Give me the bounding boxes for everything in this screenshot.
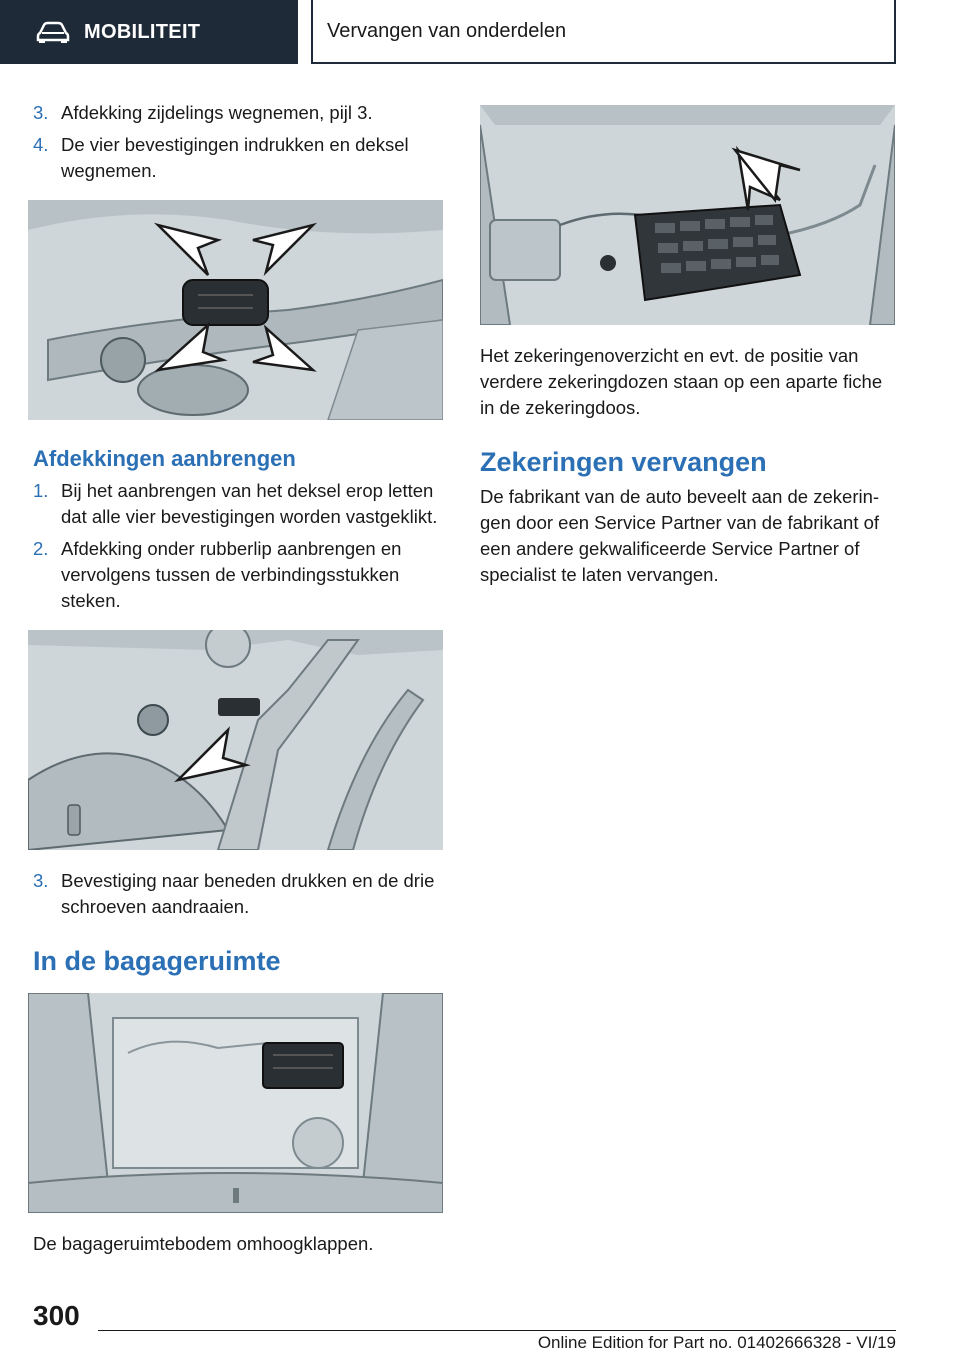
footer-divider — [98, 1330, 896, 1331]
step-number: 2. — [33, 538, 49, 559]
trunk-figure — [28, 993, 443, 1213]
section-heading: In de bagageruimte — [33, 946, 281, 976]
step-number: 3. — [33, 870, 49, 891]
step-number: 1. — [33, 480, 49, 501]
step-text: De vier bevestigingen indrukken en deksel wegnemen. — [61, 134, 409, 181]
step-number: 4. — [33, 134, 49, 155]
fastener-figure — [28, 630, 443, 850]
car-icon — [36, 20, 70, 44]
section-title: MOBILITEIT — [84, 20, 201, 43]
step-item — [33, 536, 445, 614]
section-tab[interactable] — [0, 0, 298, 64]
step-number: 3. — [33, 102, 49, 123]
fuse-overview-text: Het zekeringenoverzicht en evt. de positie van verdere zekeringdozen staan op een aparte fiche in de zekeringdoos. — [480, 345, 883, 418]
step-text: Bij het aanbrengen van het deksel erop letten dat alle vier bevestigingen worden vastgeklikt. — [61, 480, 438, 527]
section-heading: Afdekkingen aanbrengen — [33, 446, 296, 471]
edition-note: Online Edition for Part no. 01402666328 - VI/19 — [537, 1333, 896, 1352]
engine-cover-figure — [28, 200, 443, 420]
fuse-box-figure — [480, 105, 895, 325]
step-text: Bevestiging naar beneden drukken en de drie schroeven aandraaien. — [61, 870, 435, 917]
step-text: Afdekking zijdelings wegnemen, pijl 3. — [61, 102, 373, 123]
step-text: Afdekking onder rubberlip aanbrengen en vervolgens tussen de verbindingsstukken steken. — [61, 538, 402, 611]
step-item — [33, 132, 445, 184]
right-column — [480, 100, 895, 588]
replace-text: De fabrikant van de auto beveelt aan de zekerin-gen door een Service Partner van de fabrikant of een andere gekwalificeerde Service Partner of specialist te laten vervangen. — [480, 486, 880, 585]
trunk-text: De bagageruimtebodem omhoogklappen. — [33, 1233, 374, 1254]
step-item — [33, 478, 445, 530]
step-item — [33, 868, 445, 920]
section-heading: Zekeringen vervangen — [480, 447, 767, 477]
left-column — [33, 100, 445, 1257]
step-item — [33, 100, 445, 126]
chapter-title: Vervangen van onderdelen — [327, 19, 567, 42]
chapter-header — [311, 0, 896, 64]
page-number: 300 — [33, 1300, 80, 1331]
